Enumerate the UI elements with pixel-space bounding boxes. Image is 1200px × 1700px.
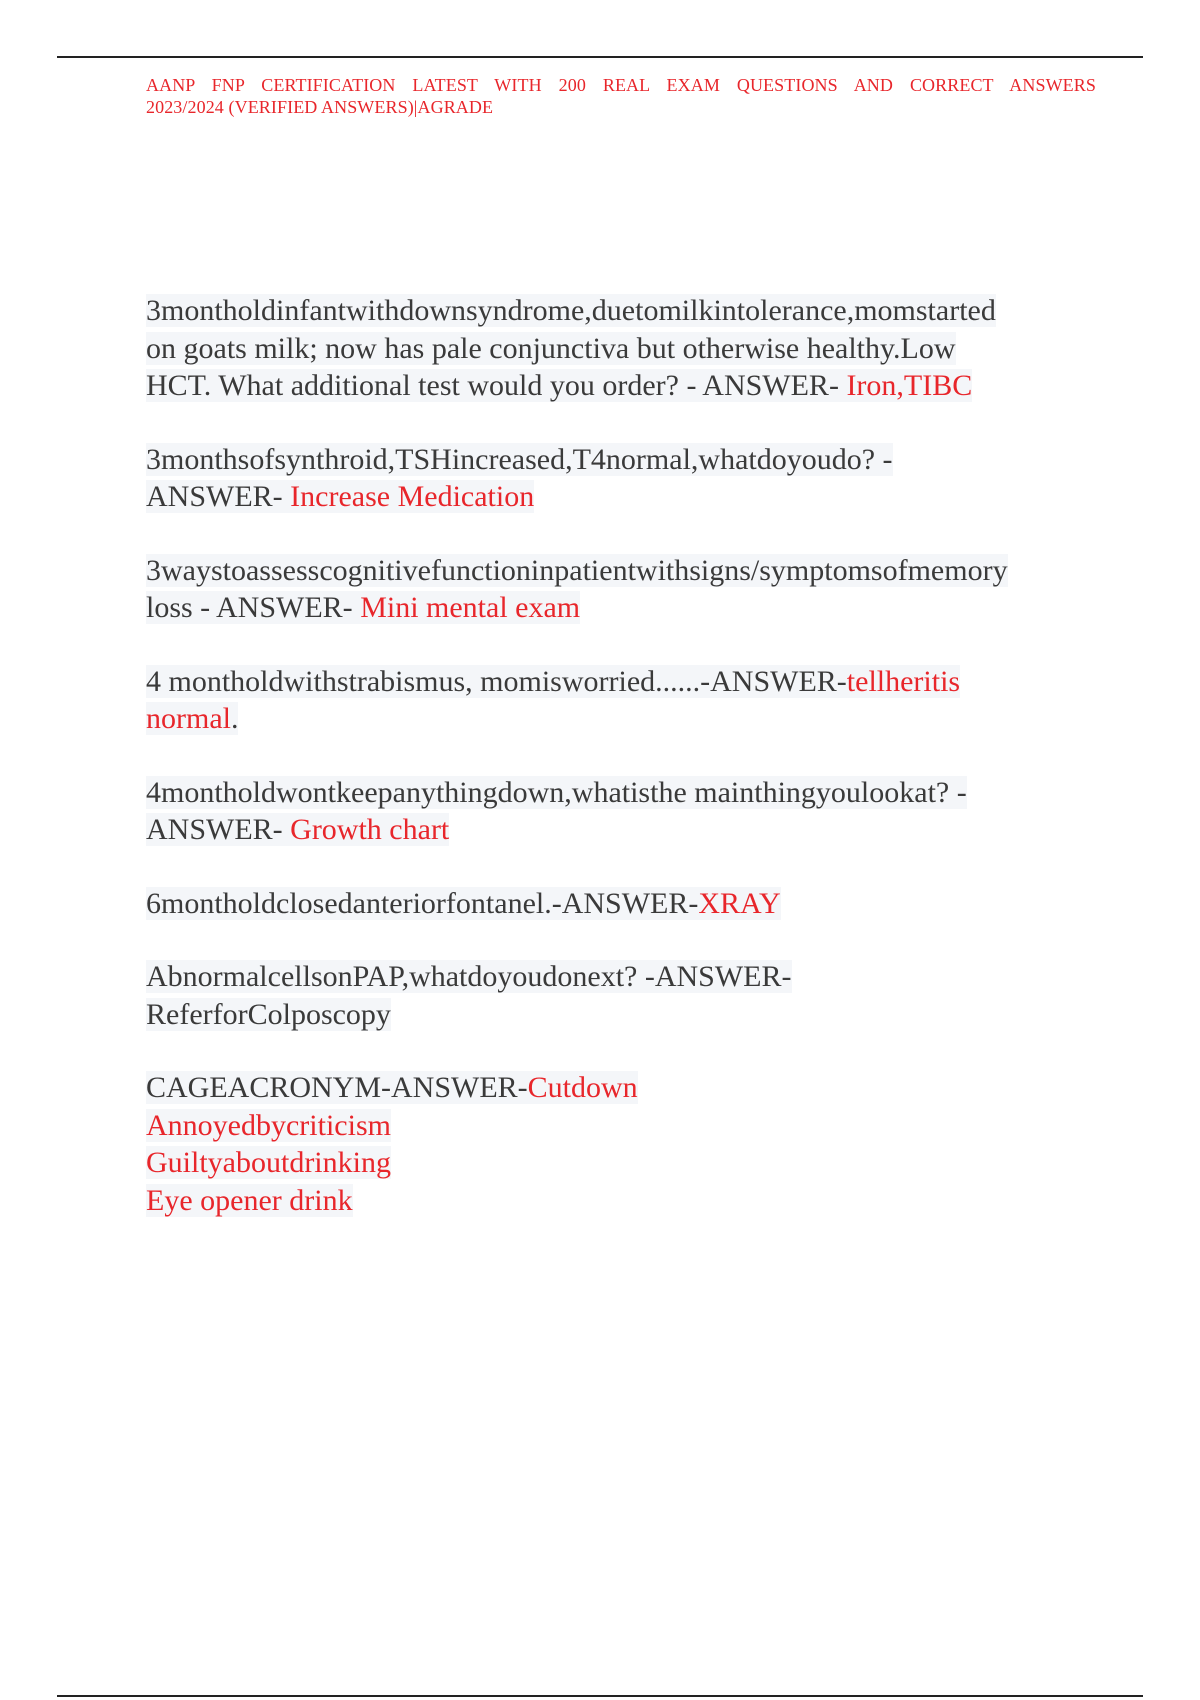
qa-list xyxy=(146,292,1096,1255)
question-text: CAGEACRONYM-ANSWER- xyxy=(146,1071,528,1104)
answer-text: Iron,TIBC xyxy=(846,369,973,402)
header-title-line-1: AANP FNP CERTIFICATION LATEST WITH 200 REAL EXAM QUESTIONS AND CORRECT ANSWERS xyxy=(146,75,1096,95)
qa-item-5 xyxy=(146,774,1096,849)
bottom-rule xyxy=(57,1695,1143,1697)
answer-text: ReferforColposcopy xyxy=(146,997,391,1031)
answer-text: Cutdown xyxy=(527,1071,638,1104)
qa-item-4 xyxy=(146,663,1096,738)
question-text: 3montholdinfantwithdownsyndrome,duetomilkintolerance,momstarted xyxy=(146,294,996,327)
answer-text: Annoyedbycriticism xyxy=(146,1108,391,1142)
question-text: ANSWER- xyxy=(146,480,291,513)
document-header xyxy=(146,74,1096,118)
question-text: loss - ANSWER- xyxy=(146,591,361,624)
question-text: 3monthsofsynthroid,TSHincreased,T4normal,whatdoyoudo? - xyxy=(146,442,893,476)
question-text: on goats milk; now has pale conjunctiva but otherwise healthy.Low xyxy=(146,331,956,365)
answer-text: normal xyxy=(146,702,231,735)
qa-item-3 xyxy=(146,552,1096,627)
header-title-line-2: 2023/2024 (VERIFIED ANSWERS)|AGRADE xyxy=(146,97,494,117)
qa-item-8 xyxy=(146,1069,1096,1219)
answer-text: Growth chart xyxy=(290,813,450,846)
question-text: 3waystoassesscognitivefunctioninpatientwithsigns/symptomsofmemory xyxy=(146,553,1008,587)
question-text: HCT. What additional test would you order? - ANSWER- xyxy=(146,369,847,402)
question-text: ANSWER- xyxy=(146,813,291,846)
answer-text: Mini mental exam xyxy=(360,591,581,624)
answer-text: Eye opener drink xyxy=(146,1183,353,1217)
answer-text: XRAY xyxy=(698,886,781,920)
qa-item-7 xyxy=(146,958,1096,1033)
answer-text: Increase Medication xyxy=(290,480,535,513)
question-text: 6montholdclosedanteriorfontanel.-ANSWER- xyxy=(146,886,699,920)
question-text: AbnormalcellsonPAP,whatdoyoudonext? -ANSWER- xyxy=(146,960,792,993)
question-text: 4 montholdwithstrabismus, momisworried......-ANSWER- xyxy=(146,664,847,698)
top-rule xyxy=(57,56,1143,58)
qa-item-2 xyxy=(146,441,1096,516)
answer-text: tellheritis xyxy=(846,664,961,698)
question-text: 4montholdwontkeepanythingdown,whatisthe mainthingyoulookat? - xyxy=(146,775,967,809)
qa-item-1 xyxy=(146,292,1096,405)
answer-tail: . xyxy=(230,702,239,735)
answer-text: Guiltyaboutdrinking xyxy=(146,1146,391,1179)
qa-item-6 xyxy=(146,885,1096,923)
